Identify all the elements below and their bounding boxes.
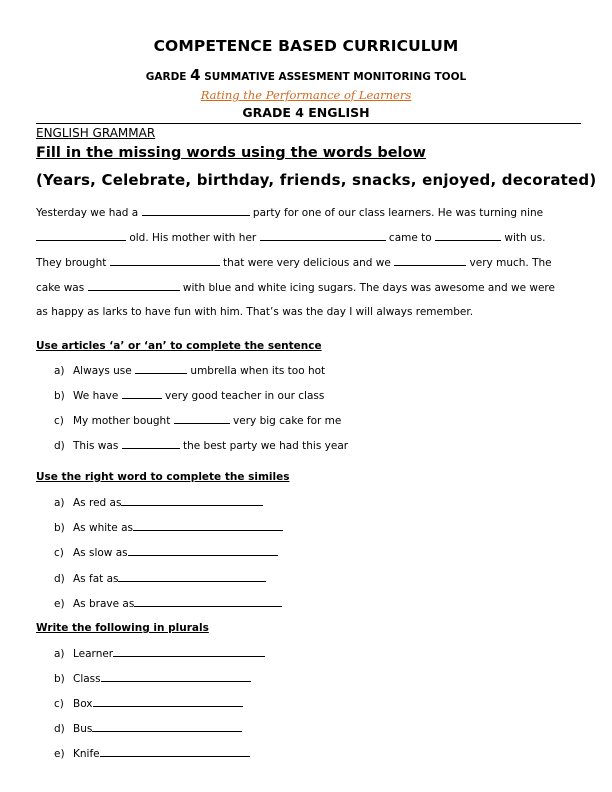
answer-blank[interactable]	[121, 496, 263, 506]
item-label: e)	[54, 598, 65, 610]
answer-blank[interactable]	[110, 256, 220, 266]
item-label: d)	[54, 440, 65, 452]
answer-blank[interactable]	[260, 231, 386, 241]
answer-blank[interactable]	[113, 647, 265, 657]
item-text: We have	[73, 390, 119, 402]
header-divider	[36, 123, 581, 124]
list-item	[54, 414, 341, 427]
list-item	[54, 389, 324, 402]
answer-blank[interactable]	[92, 722, 242, 732]
item-text: very big cake for me	[233, 415, 342, 427]
passage-text: that were very delicious and we	[223, 257, 391, 269]
item-label: c)	[54, 698, 64, 710]
passage-text: with us.	[504, 232, 546, 244]
passage-line-4	[36, 281, 576, 294]
item-text: As slow as	[73, 547, 128, 559]
similes-heading: Use the right word to complete the similes	[36, 471, 290, 483]
item-text: umbrella when its too hot	[190, 365, 326, 377]
list-item	[54, 697, 243, 710]
item-label: b)	[54, 390, 65, 402]
list-item	[54, 597, 282, 610]
answer-blank[interactable]	[174, 414, 230, 424]
passage-text: cake was	[36, 282, 85, 294]
item-text: As brave as	[73, 598, 135, 610]
articles-heading: Use articles ‘a’ or ‘an’ to complete the sentence	[36, 340, 322, 352]
passage-text: old. His mother with her	[129, 232, 257, 244]
list-item	[54, 747, 250, 760]
item-text: As white as	[73, 522, 133, 534]
item-text: Class	[73, 673, 101, 685]
answer-blank[interactable]	[134, 597, 282, 607]
item-text: As red as	[73, 497, 122, 509]
page-title: COMPETENCE BASED CURRICULUM	[153, 37, 459, 55]
list-item	[54, 364, 325, 377]
list-item	[54, 672, 251, 685]
list-item	[54, 647, 265, 660]
list-item	[54, 496, 263, 509]
item-text: This was	[73, 440, 119, 452]
answer-blank[interactable]	[118, 572, 266, 582]
item-text: As fat as	[73, 573, 119, 585]
item-label: d)	[54, 723, 65, 735]
section-english-grammar: ENGLISH GRAMMAR	[36, 126, 156, 140]
answer-blank[interactable]	[133, 521, 283, 531]
passage-text: as happy as larks to have fun with him. That’s was the day I will always remember.	[36, 306, 474, 318]
item-text: My mother bought	[73, 415, 171, 427]
item-label: c)	[54, 547, 64, 559]
plurals-heading: Write the following in plurals	[36, 622, 209, 634]
item-text: Always use	[73, 365, 132, 377]
item-label: a)	[54, 497, 65, 509]
item-label: e)	[54, 748, 65, 760]
item-label: c)	[54, 415, 64, 427]
answer-blank[interactable]	[122, 389, 162, 399]
passage-line-3	[36, 256, 576, 269]
item-text: very good teacher in our class	[165, 390, 325, 402]
answer-blank[interactable]	[394, 256, 466, 266]
item-label: a)	[54, 365, 65, 377]
answer-blank[interactable]	[135, 364, 187, 374]
subtitle-suffix: SUMMATIVE ASSESMENT MONITORING TOOL	[204, 71, 467, 83]
answer-blank[interactable]	[128, 546, 278, 556]
answer-blank[interactable]	[93, 697, 243, 707]
item-text: the best party we had this year	[182, 440, 349, 452]
passage-text: They brought	[36, 257, 107, 269]
grade-heading: GRADE 4 ENGLISH	[242, 105, 370, 120]
answer-blank[interactable]	[122, 439, 180, 449]
item-text: Knife	[73, 748, 100, 760]
item-text: Bus	[73, 723, 93, 735]
passage-text: with blue and white icing sugars. The days was awesome and we were	[182, 282, 555, 294]
list-item	[54, 521, 283, 534]
answer-blank[interactable]	[142, 206, 250, 216]
passage-text: very much. The	[469, 257, 552, 269]
passage-text: party for one of our class learners. He was turning nine	[252, 207, 544, 219]
word-bank: (Years, Celebrate, birthday, friends, snacks, enjoyed, decorated)	[36, 171, 597, 189]
item-label: b)	[54, 522, 65, 534]
item-label: b)	[54, 673, 65, 685]
fill-in-heading: Fill in the missing words using the words below	[36, 145, 426, 161]
passage-line-1	[36, 206, 576, 219]
answer-blank[interactable]	[435, 231, 501, 241]
subtitle-grade-number: 4	[190, 66, 201, 84]
subtitle-prefix: GARDE	[145, 71, 187, 83]
list-item	[54, 722, 242, 735]
answer-blank[interactable]	[101, 672, 251, 682]
answer-blank[interactable]	[88, 281, 180, 291]
rating-link[interactable]: Rating the Performance of Learners	[200, 88, 412, 102]
list-item	[54, 439, 348, 452]
passage-line-2	[36, 231, 576, 244]
page-subtitle	[0, 66, 612, 84]
list-item	[54, 572, 266, 585]
item-text: Box	[73, 698, 93, 710]
list-item	[54, 546, 278, 559]
passage-text: Yesterday we had a	[36, 207, 139, 219]
item-label: d)	[54, 573, 65, 585]
passage-text: came to	[388, 232, 432, 244]
item-label: a)	[54, 648, 65, 660]
answer-blank[interactable]	[36, 231, 126, 241]
item-text: Learner	[73, 648, 114, 660]
answer-blank[interactable]	[100, 747, 250, 757]
passage-line-5	[36, 306, 576, 318]
